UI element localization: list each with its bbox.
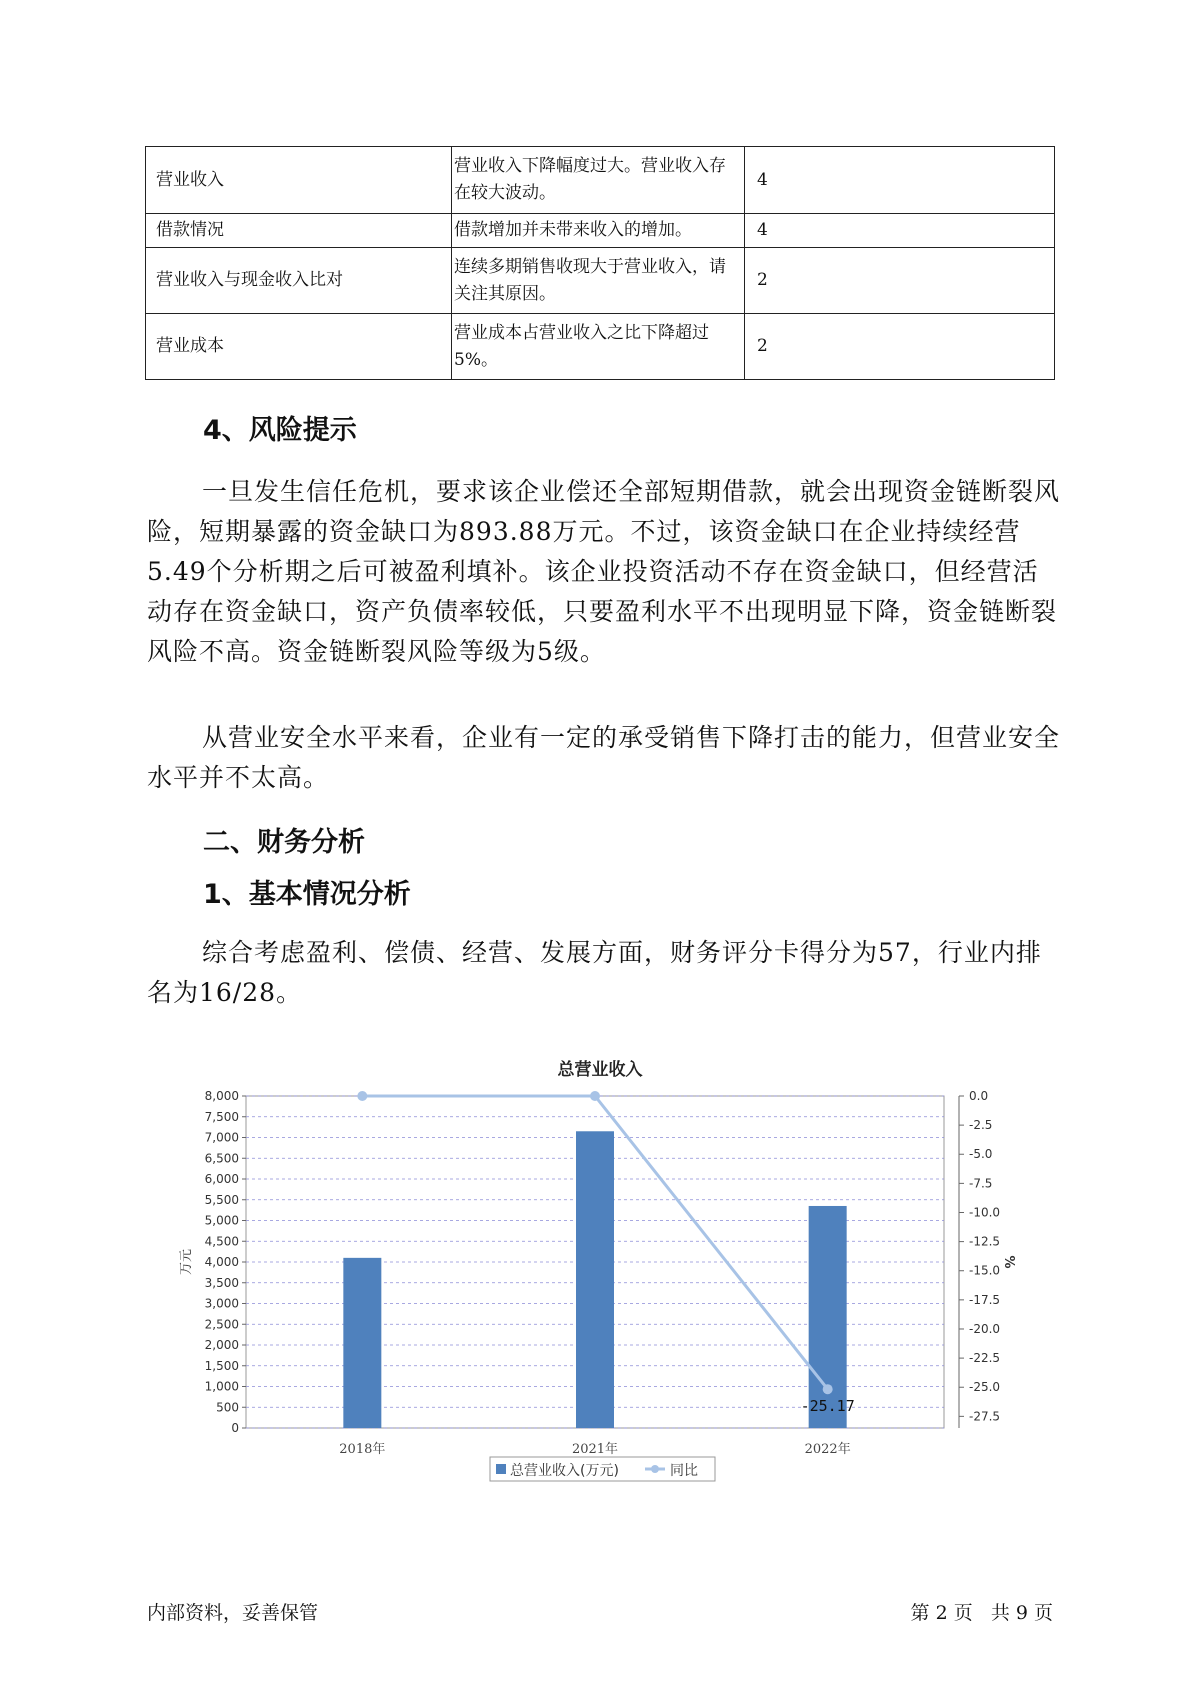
yoy-point xyxy=(590,1091,600,1101)
risk-item: 营业收入与现金收入比对 xyxy=(146,248,452,314)
x-tick-label: 2021年 xyxy=(571,1442,619,1457)
risk-score: 2 xyxy=(745,248,1055,314)
table-row xyxy=(146,314,1055,380)
bar xyxy=(343,1258,381,1428)
y-tick-label: 4,000 xyxy=(204,1255,239,1269)
y-axis-label: 万元 xyxy=(179,1248,194,1276)
y-tick-label: 3,500 xyxy=(204,1275,239,1290)
legend-line-marker xyxy=(651,1465,659,1473)
y-right-tick-label: -7.5 xyxy=(969,1176,993,1191)
data-label: -25.17 xyxy=(800,1397,855,1416)
risk-description: 借款增加并未带来收入的增加。 xyxy=(452,214,745,248)
y-right-tick-label: -25.0 xyxy=(969,1380,1001,1395)
bar xyxy=(809,1206,847,1428)
yoy-point xyxy=(823,1384,833,1394)
y-right-tick-label: -20.0 xyxy=(969,1321,1001,1336)
legend-bar-swatch xyxy=(496,1464,506,1474)
y-right-tick-label: -5.0 xyxy=(969,1147,993,1162)
footer-note: 内部资料，妥善保管 xyxy=(147,1602,319,1624)
y-tick-label: 3,000 xyxy=(204,1296,239,1311)
revenue-chart-svg xyxy=(0,1040,1191,1520)
chart-title: 总营业收入 xyxy=(557,1060,643,1080)
risk-item: 营业收入 xyxy=(146,147,452,214)
y-right-tick-label: -17.5 xyxy=(969,1292,1001,1307)
y-tick-label: 6,000 xyxy=(204,1172,239,1186)
risk-item: 借款情况 xyxy=(146,214,452,248)
basic-analysis-heading: 1、基本情况分析 xyxy=(203,879,411,910)
risk-score: 4 xyxy=(745,214,1055,248)
safety-paragraph: 从营业安全水平来看，企业有一定的承受销售下降打击的能力，但营业安全水平并不太高。 xyxy=(147,723,1061,792)
risk-table xyxy=(145,146,1055,380)
y-right-tick-label: -27.5 xyxy=(969,1409,1001,1424)
legend-line-label: 同比 xyxy=(670,1463,698,1479)
y-right-tick-label: -2.5 xyxy=(969,1118,993,1133)
y-tick-label: 8,000 xyxy=(204,1089,239,1103)
bar xyxy=(576,1131,614,1428)
risk-item: 营业成本 xyxy=(146,314,452,380)
risk-description: 营业成本占营业收入之比下降超过5%。 xyxy=(452,314,745,380)
y-right-tick-label: -22.5 xyxy=(969,1351,1001,1366)
table-row xyxy=(146,214,1055,248)
finance-heading: 二、财务分析 xyxy=(203,827,365,858)
y-tick-label: 7,000 xyxy=(204,1130,239,1145)
risk-score: 2 xyxy=(745,314,1055,380)
y-tick-label: 0 xyxy=(231,1421,239,1435)
y-tick-label: 5,000 xyxy=(204,1213,239,1228)
y-tick-label: 1,000 xyxy=(204,1379,239,1394)
risk-heading: 4、风险提示 xyxy=(203,415,357,446)
x-tick-label: 2018年 xyxy=(339,1442,386,1457)
y-right-tick-label: -15.0 xyxy=(969,1263,1001,1278)
y-tick-label: 2,000 xyxy=(204,1338,239,1352)
y-tick-label: 4,500 xyxy=(204,1234,239,1249)
yoy-point xyxy=(357,1091,367,1101)
table-row xyxy=(146,248,1055,314)
risk-paragraph: 一旦发生信任危机，要求该企业偿还全部短期借款，就会出现资金链断裂风险，短期暴露的资金缺口为893.88万元。不过，该资金缺口在企业持续经营 5.49个分析期之后可被盈利填补。该企业投资活动不存在资金缺口，但经营活动存在资金缺口，资产负债率较低，只要盈利水平不出现明显下降，资金链断裂风险不高。资金链断裂风险等级为5级。 xyxy=(147,477,1061,666)
legend-bar-label: 总营业收入(万元) xyxy=(510,1463,619,1479)
y-tick-label: 2,500 xyxy=(204,1317,239,1332)
y-tick-label: 5,500 xyxy=(204,1192,239,1207)
risk-description: 营业收入下降幅度过大。营业收入存在较大波动。 xyxy=(452,147,745,214)
y-tick-label: 6,500 xyxy=(204,1151,239,1166)
y-right-axis-label: % xyxy=(1001,1255,1016,1269)
revenue-chart xyxy=(0,1040,1191,1520)
score-paragraph: 综合考虑盈利、偿债、经营、发展方面，财务评分卡得分为57，行业内排名为16/28。 xyxy=(147,938,1042,1007)
x-tick-label: 2022年 xyxy=(804,1442,851,1457)
risk-description: 连续多期销售收现大于营业收入，请关注其原因。 xyxy=(452,248,745,314)
y-right-tick-label: 0.0 xyxy=(969,1089,989,1103)
y-tick-label: 7,500 xyxy=(204,1109,239,1124)
y-right-tick-label: -12.5 xyxy=(969,1234,1001,1249)
y-right-tick-label: -10.0 xyxy=(969,1205,1001,1220)
page-number: 第 2 页 共 9 页 xyxy=(910,1602,1053,1624)
table-row xyxy=(146,147,1055,214)
y-tick-label: 500 xyxy=(216,1400,239,1415)
risk-score: 4 xyxy=(745,147,1055,214)
y-tick-label: 1,500 xyxy=(204,1358,239,1373)
